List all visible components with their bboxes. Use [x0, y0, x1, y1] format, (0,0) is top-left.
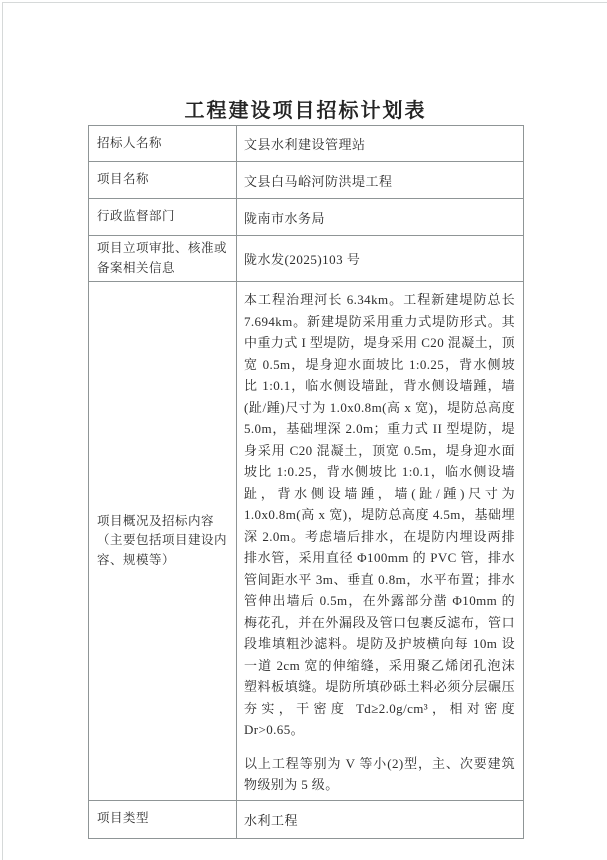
row-value-project-name: 文县白马峪河防洪堤工程: [237, 162, 524, 199]
row-label-project-type: 项目类型: [89, 800, 237, 838]
row-label-supervision-dept: 行政监督部门: [89, 199, 237, 236]
table-row-project-overview: [89, 282, 524, 801]
row-value-project-overview: [237, 282, 524, 801]
row-label-tenderer: 招标人名称: [89, 126, 237, 162]
row-label-project-overview: 项目概况及招标内容（主要包括项目建设内容、规模等）: [89, 282, 237, 801]
row-value-tenderer: 文县水利建设管理站: [237, 126, 524, 162]
bidding-plan-table: [88, 125, 524, 839]
page-title: 工程建设项目招标计划表: [184, 100, 427, 122]
table-row-project-type: [89, 800, 524, 838]
row-label-project-name: 项目名称: [89, 162, 237, 199]
overview-paragraph-2: 以上工程等别为 V 等小(2)型，主、次要建筑物级别为 5 级。: [244, 755, 515, 792]
table-row-supervision-dept: [89, 199, 524, 236]
table-row-project-name: [89, 162, 524, 199]
table-row-tenderer: [89, 126, 524, 162]
overview-paragraph-1: 本工程治理河长 6.34km。工程新建堤防总长 7.694km。新建堤防采用重力式堤防形式。其中重力式 I 型堤防，堤身采用 C20 混凝土，顶宽 0.5m，堤身迎水面坡比 1:0.25，背水侧坡比 1:0.1，临水侧设墙趾，背水侧设墙踵，墙(趾/踵)尺寸为 1.0x0.8m(高 x 宽)，堤防总高度 5.0m，基础埋深 2.0m；重力式 II 型堤防，堤身采用 C20 混凝土，顶宽 0.5m，堤身迎水面坡比 1:0.25，背水侧坡比 1:0.1，临水侧设墙趾，背水侧设墙踵，墙(趾/踵)尺寸为 1.0x0.8m(高 x 宽)，堤防总高度 4.5m，基础埋深 2.0m。考虑墙后排水，在堤防内埋设两排排水管，采用直径 Φ100mm 的 PVC 管，排水管间距水平 3m、垂直 0.8m，水平布置；排水管伸出墙后 0.5m，在外露部分凿 Φ10mm 的梅花孔，并在外漏段及管口包裹反滤布，管口段堆填粗沙滤料。堤防及护坡横向每 10m 设一道 2cm 宽的伸缩缝，采用聚乙烯闭孔泡沫塑料板填缝。堤防所填砂砾土料必须分层碾压夯实，干密度 Td≥2.0g/cm³，相对密度 Dr>0.65。: [244, 292, 515, 737]
row-value-approval-info: 陇水发(2025)103 号: [237, 236, 524, 282]
row-value-project-type: 水利工程: [237, 800, 524, 838]
row-label-approval-info: 项目立项审批、核准或备案相关信息: [89, 236, 237, 282]
table-row-approval-info: [89, 236, 524, 282]
row-value-supervision-dept: 陇南市水务局: [237, 199, 524, 236]
